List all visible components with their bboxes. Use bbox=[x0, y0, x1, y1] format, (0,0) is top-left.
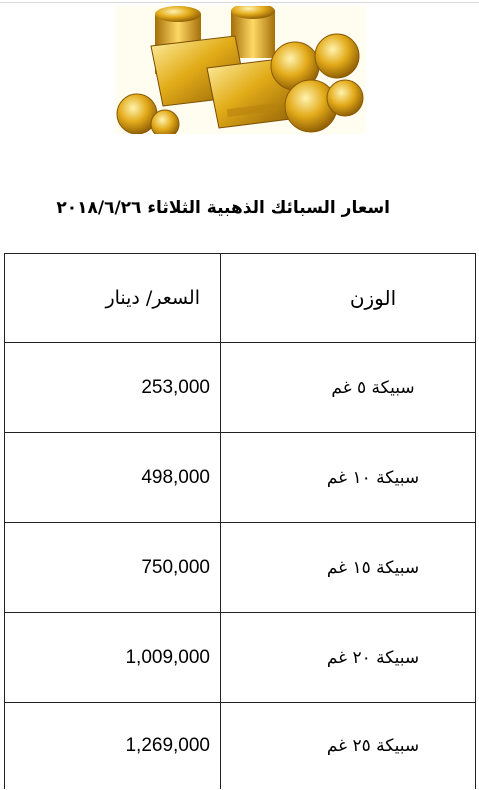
table-row bbox=[5, 343, 476, 433]
price-cell: 1,269,000 bbox=[5, 703, 221, 790]
weight-cell: سبيكة ٥ غم bbox=[221, 343, 476, 433]
weight-cell: سبيكة ٢٥ غم bbox=[221, 703, 476, 790]
price-cell: 1,009,000 bbox=[5, 613, 221, 703]
top-divider bbox=[0, 2, 479, 3]
table-row bbox=[5, 523, 476, 613]
weight-cell: سبيكة ١٥ غم bbox=[221, 523, 476, 613]
page-title: اسعار السبائك الذهبية الثلاثاء ٢٠١٨/٦/٢٦ bbox=[56, 198, 390, 218]
price-cell: 253,000 bbox=[5, 343, 221, 433]
price-cell: 498,000 bbox=[5, 433, 221, 523]
price-column-header: السعر/ دينار bbox=[5, 254, 221, 343]
table-header-row bbox=[5, 254, 476, 343]
gold-prices-table bbox=[4, 253, 476, 789]
table-row bbox=[5, 433, 476, 523]
table-row bbox=[5, 613, 476, 703]
weight-cell: سبيكة ٢٠ غم bbox=[221, 613, 476, 703]
price-cell: 750,000 bbox=[5, 523, 221, 613]
table-row bbox=[5, 703, 476, 790]
gold-bars-coins-image bbox=[115, 6, 366, 134]
weight-column-header: الوزن bbox=[221, 254, 476, 343]
weight-cell: سبيكة ١٠ غم bbox=[221, 433, 476, 523]
